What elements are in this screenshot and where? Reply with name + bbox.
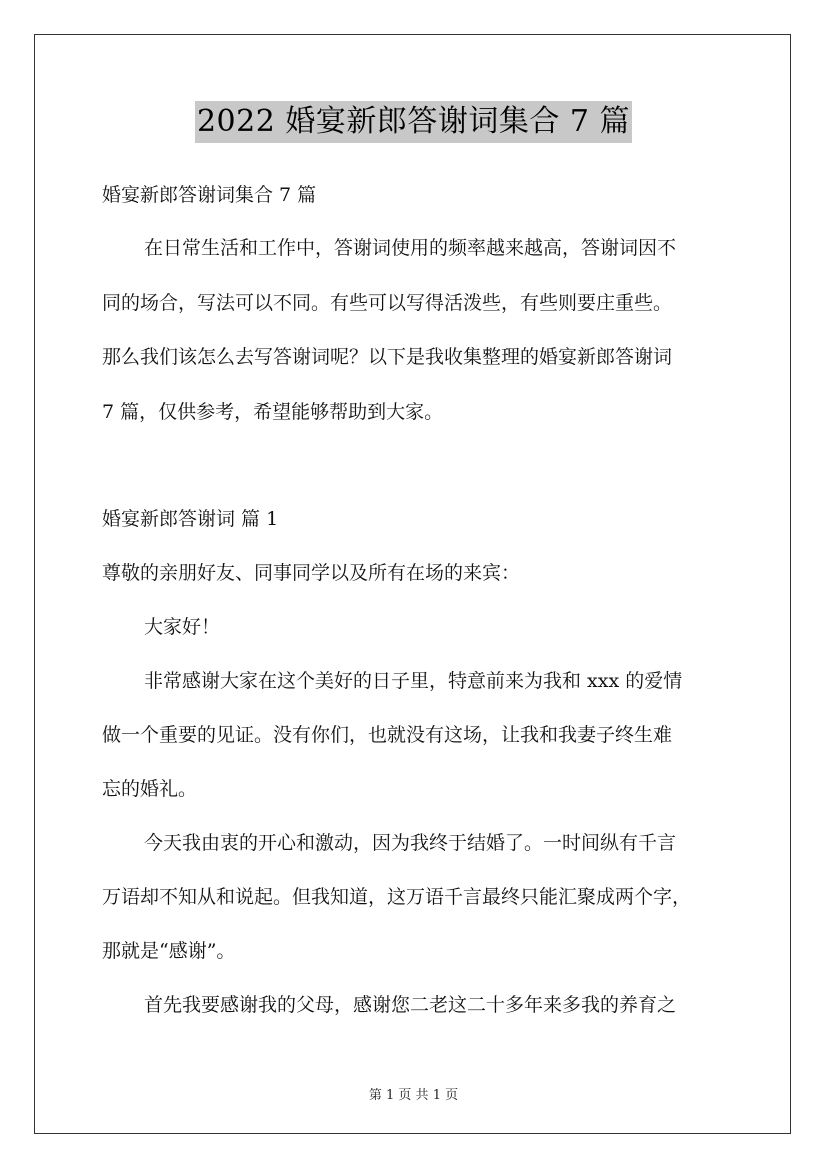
intro-line: 那么我们该怎么去写答谢词呢？以下是我收集整理的婚宴新郎答谢词	[102, 346, 673, 368]
section-heading: 婚宴新郎答谢词 篇 1	[102, 508, 279, 530]
body-line: 那就是“感谢”。	[102, 940, 236, 962]
title-container	[0, 101, 827, 143]
page-footer: 第 1 页 共 1 页	[368, 1088, 459, 1103]
document-title: 2022 婚宴新郎答谢词集合 7 篇	[195, 101, 632, 143]
body-line: 万语却不知从和说起。但我知道，这万语千言最终只能汇聚成两个字，	[102, 886, 692, 908]
body-line: 忘的婚礼。	[102, 778, 198, 800]
intro-line: 7 篇，仅供参考，希望能够帮助到大家。	[102, 401, 444, 423]
salutation: 尊敬的亲朋好友、同事同学以及所有在场的来宾：	[102, 562, 521, 584]
body-line: 非常感谢大家在这个美好的日子里，特意前来为我和 xxx 的爱情	[144, 670, 683, 692]
body-line: 做一个重要的见证。没有你们，也就没有这场，让我和我妻子终生难	[102, 724, 673, 746]
intro-line: 同的场合，写法可以不同。有些可以写得活泼些，有些则要庄重些。	[102, 292, 673, 314]
document-subtitle: 婚宴新郎答谢词集合 7 篇	[102, 184, 317, 206]
body-line: 首先我要感谢我的父母，感谢您二老这二十多年来多我的养育之	[144, 994, 677, 1016]
body-line: 今天我由衷的开心和激动，因为我终于结婚了。一时间纵有千言	[144, 832, 677, 854]
intro-line: 在日常生活和工作中，答谢词使用的频率越来越高，答谢词因不	[144, 237, 677, 259]
greeting: 大家好！	[144, 616, 221, 638]
